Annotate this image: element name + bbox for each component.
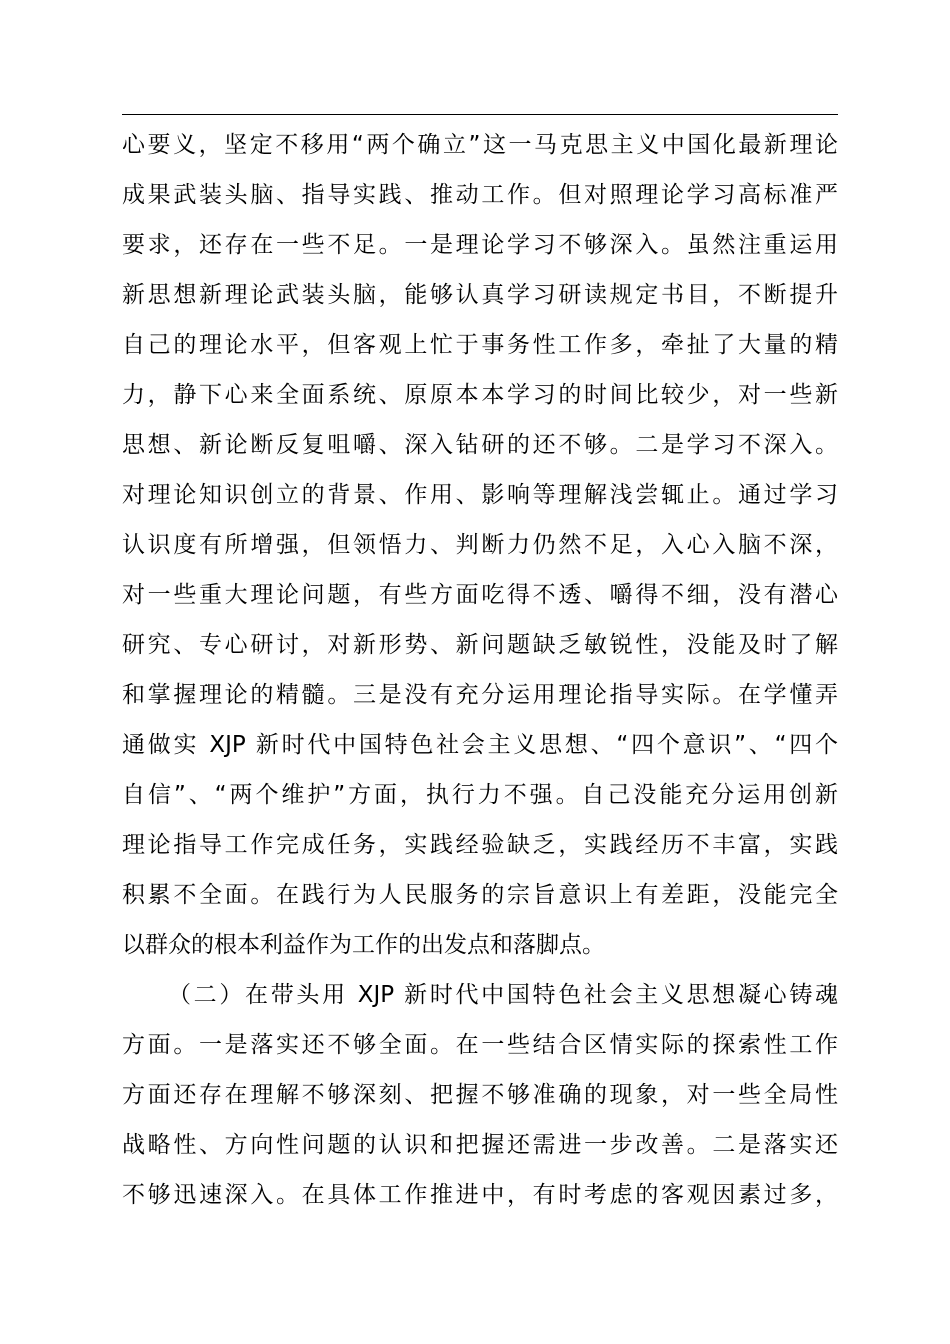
text-line: 通做实 XJP 新时代中国特色社会主义思想、“四个意识”、“四个 <box>122 732 838 758</box>
text-line: 对一些重大理论问题，有些方面吃得不透、嚼得不细，没有潜心 <box>122 582 838 608</box>
text-line: 成果武装头脑、指导实践、推动工作。但对照理论学习高标准严 <box>122 182 838 208</box>
text-line: 自信”、“两个维护”方面，执行力不强。自己没能充分运用创新 <box>122 782 838 808</box>
body-text <box>122 120 838 1220</box>
text-line: 力，静下心来全面系统、原原本本学习的时间比较少，对一些新 <box>122 382 838 408</box>
text-line: 对理论知识创立的背景、作用、影响等理解浅尝辄止。通过学习 <box>122 482 838 508</box>
text-line: 战略性、方向性问题的认识和把握还需进一步改善。二是落实还 <box>122 1132 838 1158</box>
text-line: 思想、新论断反复咀嚼、深入钻研的还不够。二是学习不深入。 <box>122 432 838 458</box>
text-line: 积累不全面。在践行为人民服务的宗旨意识上有差距，没能完全 <box>122 882 838 908</box>
text-line: 心要义，坚定不移用“两个确立”这一马克思主义中国化最新理论 <box>122 132 838 158</box>
text-line: 自己的理论水平，但客观上忙于事务性工作多，牵扯了大量的精 <box>122 332 838 358</box>
header-rule <box>122 114 838 115</box>
text-line: 理论指导工作完成任务，实践经验缺乏，实践经历不丰富，实践 <box>122 832 838 858</box>
text-line: 新思想新理论武装头脑，能够认真学习研读规定书目，不断提升 <box>122 282 838 308</box>
text-line: 认识度有所增强，但领悟力、判断力仍然不足，入心入脑不深， <box>122 532 838 558</box>
text-line: 研究、专心研讨，对新形势、新问题缺乏敏锐性，没能及时了解 <box>122 632 838 658</box>
text-line: 要求，还存在一些不足。一是理论学习不够深入。虽然注重运用 <box>122 232 838 258</box>
text-line: 以群众的根本利益作为工作的出发点和落脚点。 <box>122 932 605 958</box>
text-line: 方面还存在理解不够深刻、把握不够准确的现象，对一些全局性 <box>122 1082 838 1108</box>
text-line: 不够迅速深入。在具体工作推进中，有时考虑的客观因素过多， <box>122 1182 838 1208</box>
text-line: 和掌握理论的精髓。三是没有充分运用理论指导实际。在学懂弄 <box>122 682 838 708</box>
section-heading-line: （二）在带头用 XJP 新时代中国特色社会主义思想凝心铸魂 <box>168 982 838 1008</box>
text-line: 方面。一是落实还不够全面。在一些结合区情实际的探索性工作 <box>122 1032 838 1058</box>
